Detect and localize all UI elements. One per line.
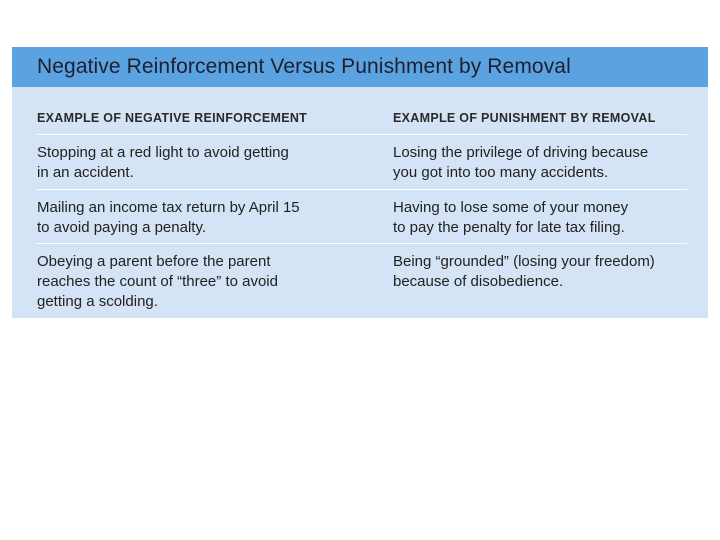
- negative-reinforcement-example: Mailing an income tax return by April 15 to avoid paying a penalty.: [37, 199, 300, 236]
- punishment-by-removal-example: Being “grounded” (losing your freedom) because of disobedience.: [393, 253, 655, 290]
- table-body: [37, 134, 687, 318]
- negative-reinforcement-example: Stopping at a red light to avoid getting in an accident.: [37, 144, 289, 181]
- table-title: Negative Reinforcement Versus Punishment by Removal: [37, 55, 571, 78]
- comparison-table: [12, 47, 708, 318]
- table-row: [37, 134, 687, 189]
- negative-reinforcement-example: Obeying a parent before the parent reaches the count of “three” to avoid getting a scolding.: [37, 253, 278, 310]
- table-header-row: [37, 111, 687, 125]
- table-row: [37, 243, 687, 318]
- punishment-by-removal-example: Losing the privilege of driving because you got into too many accidents.: [393, 144, 649, 181]
- punishment-by-removal-example: Having to lose some of your money to pay the penalty for late tax filing.: [393, 199, 629, 236]
- header-negative-reinforcement: EXAMPLE OF NEGATIVE REINFORCEMENT: [37, 111, 308, 125]
- table-row: [37, 189, 687, 243]
- table-title-bar: [12, 47, 708, 87]
- header-punishment-by-removal: EXAMPLE OF PUNISHMENT BY REMOVAL: [393, 111, 656, 125]
